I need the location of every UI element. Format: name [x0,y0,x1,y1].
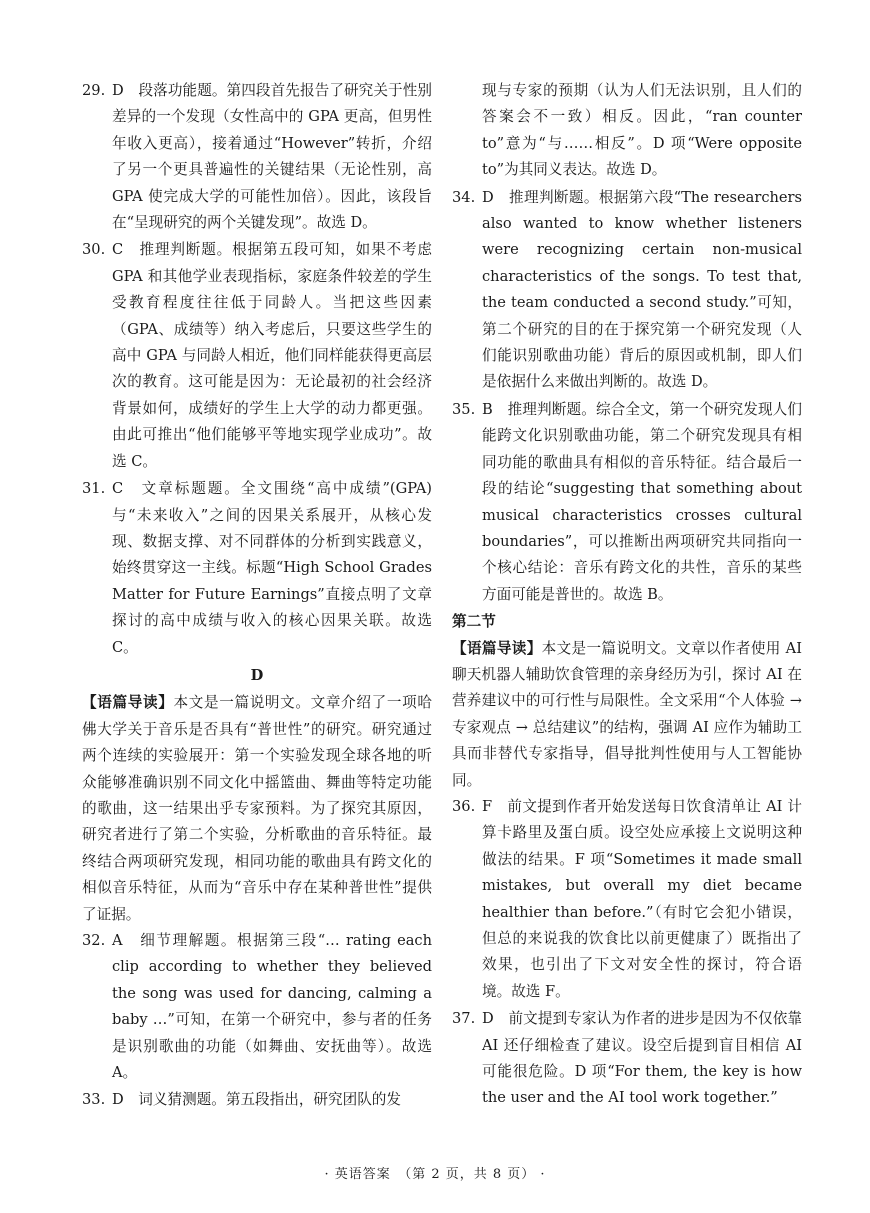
answer-text: C 推理判断题。根据第五段可知，如果不考虑 GPA 和其他学业表现指标，家庭条件较差的学生受教育程度往往低于同龄人。当把这些因素（GPA、成绩等）纳入考虑后，只要这些学生的高中 GPA 与同龄人相近，他们同样能获得更高层次的教育。这可能是因为：无论最初的社会经济背景如何，成绩好的学生上大学的动力都更强。由此可推出“他们能够平等地实现学业成功”。故选 C。 [112,241,432,470]
answer-text: F 前文提到作者开始发送每日饮食清单让 AI 计算卡路里及蛋白质。设空处应承接上文说明这种做法的结果。F 项“Sometimes it made small mistakes, but overall my diet became healthier than before.”（有时它会犯小错误，但总的来说我的饮食比以前更健康了）既指出了效果，也引出了下文对安全性的探讨，符合语境。故选 F。 [482,797,802,1000]
question-number: 32. [82,932,106,949]
question-number: 29. [82,82,106,99]
question-number: 30. [82,241,106,259]
answer-text: C 文章标题题。全文围绕“高中成绩”(GPA) 与“未来收入”之间的因果关系展开，从核心发现、数据支撑、对不同群体的分析到实践意义，始终贯穿这一主线。标题“High School Grades Matter for Future Earnings”直接点明了文章探讨的高中成绩与收入的核心因果关联。故选 C。 [112,480,432,656]
answer-31 [82,476,432,661]
answer-text: A 细节理解题。根据第三段“… rating each clip according to whether they believed the song was used for dancing, calming a baby …”可知，在第一个研究中，参与者的任务是识别歌曲的功能（如舞曲、安抚曲等）。故选 A。 [112,932,432,1082]
right-column [452,78,802,1113]
answer-text: D 推理判断题。根据第六段“The researchers also wanted to know whether listeners were recognizing certain non-musical characteristics of the songs. To test that, the team conducted a second study.”可知，第二个研究的目的在于探究第一个研究发现（人们能识别歌曲功能）背后的原因或机制，即人们是依据什么来做出判断的。故选 D。 [482,188,802,391]
answer-36 [452,794,802,1005]
answer-29 [82,78,432,236]
answer-33 [82,1087,432,1113]
section-heading-2: 第二节 [452,613,496,631]
left-column [82,78,432,1115]
answer-text: B 推理判断题。综合全文，第一个研究发现人们能跨文化识别歌曲功能，第二个研究发现具有相同功能的歌曲具有相似的音乐特征。结合最后一段的结论“suggesting that something about musical characteristics crosses cultural boundaries”，可以推断出两项研究共同指向一个核心结论：音乐有跨文化的共性，音乐的某些方面可能是普世的。故选 B。 [482,400,802,603]
question-number: 35. [452,400,476,418]
question-number: 36. [452,797,476,815]
guide-label: 【语篇导读】 [452,639,542,657]
answer-text: D 前文提到专家认为作者的进步是因为不仅依靠 AI 还仔细检查了建议。设空后提到盲目相信 AI 可能很危险。D 项“For them, the key is how the user and the AI tool work together.” [482,1010,802,1107]
answer-33-continued [452,78,802,184]
passage-guide-2 [452,636,802,794]
answer-32 [82,928,432,1086]
answer-text: D 段落功能题。第四段首先报告了研究关于性别差异的一个发现（女性高中的 GPA 更高，但男性年收入更高），接着通过“However”转折，介绍了另一个更具普遍性的关键结果（无论性别，高 GPA 使完成大学的可能性加倍）。因此，该段旨在“呈现研究的两个关键发现”。故选 D。 [112,82,432,232]
guide-label: 【语篇导读】 [82,694,174,712]
page-footer: · 英语答案 （第 2 页，共 8 页） · [324,1167,546,1182]
answer-35 [452,397,802,608]
guide-text: 本文是一篇说明文。文章介绍了一项哈佛大学关于音乐是否具有“普世性”的研究。研究通过两个连续的实验展开：第一个实验发现全球各地的听众能够准确识别不同文化中摇篮曲、舞曲等特定功能的歌曲，这一结果出乎专家预料。为了探究其原因，研究者进行了第二个实验，分析歌曲的音乐特征。最终结合两项研究发现，相同功能的歌曲具有跨文化的相似音乐特征，从而为“音乐中存在某种普世性”提供了证据。 [82,694,432,923]
question-number: 37. [452,1010,476,1028]
answer-30 [82,237,432,475]
question-number: 31. [82,480,106,498]
answer-34 [452,185,802,396]
section-heading-d: D [250,666,264,684]
answer-text: D 词义猜测题。第五段指出，研究团队的发 [112,1091,401,1109]
passage-guide-d [82,690,432,928]
answer-text: 现与专家的预期（认为人们无法识别，且人们的答案会不一致）相反。因此，“ran counter to”意为“与……相反”。D 项“Were opposite to”为其同义表达。故选 D。 [482,82,802,179]
answer-37 [452,1006,802,1112]
question-number: 33. [82,1091,106,1109]
guide-text: 本文是一篇说明文。文章以作者使用 AI 聊天机器人辅助饮食管理的亲身经历为引，探讨 AI 在营养建议中的可行性与局限性。全文采用“个人体验 → 专家观点 → 总结建议”的结构，强调 AI 应作为辅助工具而非替代专家指导，倡导批判性使用与人工智能协同。 [452,639,802,789]
question-number: 34. [452,188,476,206]
